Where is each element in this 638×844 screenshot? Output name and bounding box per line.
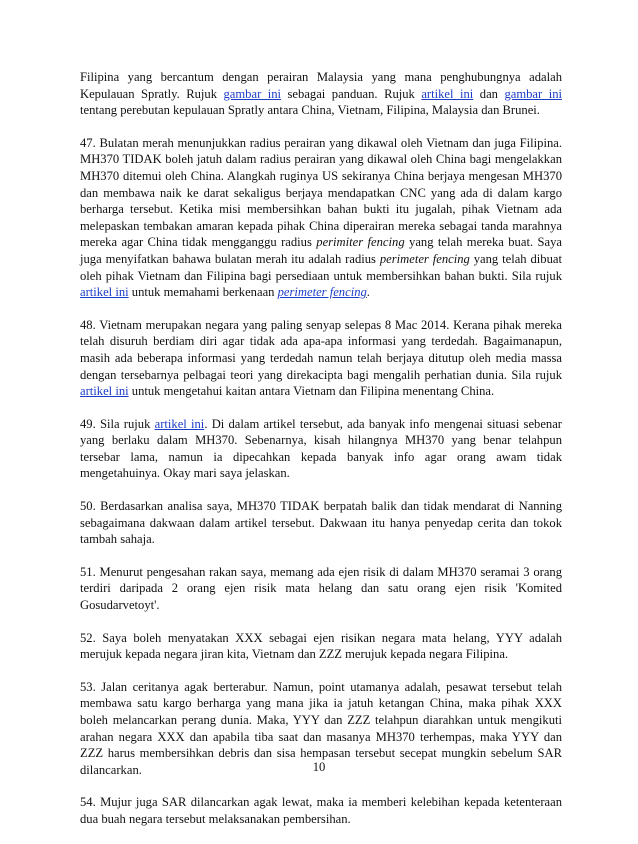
paragraph	[80, 498, 562, 548]
paragraph-text: 49. Sila rujuk	[80, 416, 155, 431]
page-number: 10	[312, 760, 326, 774]
document-body	[80, 69, 562, 844]
paragraph	[80, 630, 562, 663]
paragraph	[80, 69, 562, 119]
inline-link[interactable]: perimeter fencing	[277, 285, 367, 300]
paragraph-text: yang telah dibuat oleh pihak Vietnam dan Filipina bagi persediaan untuk membersihkan bahan bukti. Sila rujuk	[80, 251, 562, 283]
paragraph-text: 54. Mujur juga SAR dilancarkan agak lewat, maka ia memberi kelebihan kepada ketenteraan dua buah negara tersebut melaksanakan pembersihan.	[80, 795, 562, 826]
paragraph	[80, 135, 562, 301]
paragraph-text: sebagai panduan. Rujuk	[281, 86, 422, 101]
paragraph-text: untuk memahami berkenaan	[128, 285, 278, 300]
italic-term: perimiter fencing	[316, 235, 405, 250]
paragraph	[80, 794, 562, 827]
inline-link[interactable]: artikel ini	[80, 384, 129, 399]
paragraph-text: 52. Saya boleh menyatakan XXX sebagai ejen risikan negara mata helang, YYY adalah merujuk kepada negara jiran kita, Vietnam dan ZZZ merujuk kepada negara Filipina.	[80, 630, 562, 662]
inline-link[interactable]: gambar ini	[223, 86, 282, 101]
paragraph-text: . Di dalam artikel tersebut, ada banyak info mengenai situasi sebenar yang berlaku dalam MH370. Sebenarnya, kisah hilangnya MH370 yang benar telahpun tersebar lama, namun ia dipecahkan kepada banyak info agar orang awam tidak mengetahuinya. Okay mari saya jelaskan.	[80, 416, 562, 481]
inline-link[interactable]: artikel ini	[421, 86, 474, 101]
inline-link[interactable]: gambar ini	[504, 86, 562, 101]
inline-link[interactable]: artikel ini	[80, 285, 129, 300]
paragraph	[80, 317, 562, 400]
paragraph-text: 50. Berdasarkan analisa saya, MH370 TIDAK berpatah balik dan tidak mendarat di Nanning sebagaimana dakwaan dalam artikel tersebut. Dakwaan itu hanya penyedap cerita dan tokok tambah sahaja.	[80, 499, 562, 547]
paragraph-text: tentang perebutan kepulauan Spratly antara China, Vietnam, Filipina, Malaysia dan Brunei.	[80, 103, 540, 118]
paragraph-text: 51. Menurut pengesahan rakan saya, memang ada ejen risik di dalam MH370 seramai 3 orang terdiri daripada 2 orang ejen risik mata helang dan satu orang ejen risik 'Komited Gosudarvetoyt'.	[80, 564, 562, 613]
paragraph	[80, 416, 562, 482]
paragraph-text: 47. Bulatan merah menunjukkan radius perairan yang dikawal oleh Vietnam dan juga Filipina. MH370 TIDAK boleh jatuh dalam radius perairan yang dikawal oleh China bagi mengelakkan MH370 ditemui oleh China. Alangkah ruginya US sekiranya China berjaya mengesan MH370 dan membawa naik ke darat sekaligus berjaya mendapatkan CNC yang ada di dalam kargo berharga tersebut. Ketika misi membersihkan bahan bukti itu jugalah, pihak Vietnam ada melepaskan tembakan amaran kepada pihak China diperairan mereka sebagai tanda marahnya mereka agar China tidak mengganggu radius	[80, 135, 562, 250]
paragraph	[80, 564, 562, 614]
italic-term: perimeter fencing	[379, 251, 470, 266]
paragraph-text: yang telah mereka buat. Saya juga menyifatkan bahawa bulatan merah itu adalah radius	[80, 235, 562, 266]
paragraph-text: 48. Vietnam merupakan negara yang paling senyap selepas 8 Mac 2014. Kerana pihak mereka telah disuruh berdiam diri agar tidak ada apa-apa informasi yang terdedah. Bagaimanapun, masih ada beberapa informasi yang terdedah namun telah berjaya ditutup oleh media massa dengan tersebarnya pelbagai teori yang direkacipta bagi mengalih perhatian dunia. Sila rujuk	[80, 317, 562, 382]
paragraph-text: 53. Jalan ceritanya agak berterabur. Namun, point utamanya adalah, pesawat tersebut telah membawa satu kargo berharga yang mana jika ia jatuh ketangan China, maka pihak XXX boleh melancarkan perang dunia. Maka, YYY dan ZZZ telahpun diarahkan untuk mengikuti arahan negara XXX dan apabila tiba saat dan masanya MH370 terhempas, maka YYY dan ZZZ harus membersihkan debris dan sisa hempasan tersebut secepat mungkin sebelum SAR dilancarkan.	[80, 679, 562, 777]
paragraph-text: dan	[473, 86, 505, 101]
paragraph-text: untuk mengetahui kaitan antara Vietnam dan Filipina menentang China.	[128, 384, 495, 399]
inline-link[interactable]: artikel ini	[154, 416, 205, 431]
paragraph-text: Filipina yang bercantum dengan perairan Malaysia yang mana penghubungnya adalah Kepulauan Spratly. Rujuk	[80, 70, 562, 101]
paragraph-text: .	[366, 285, 370, 300]
